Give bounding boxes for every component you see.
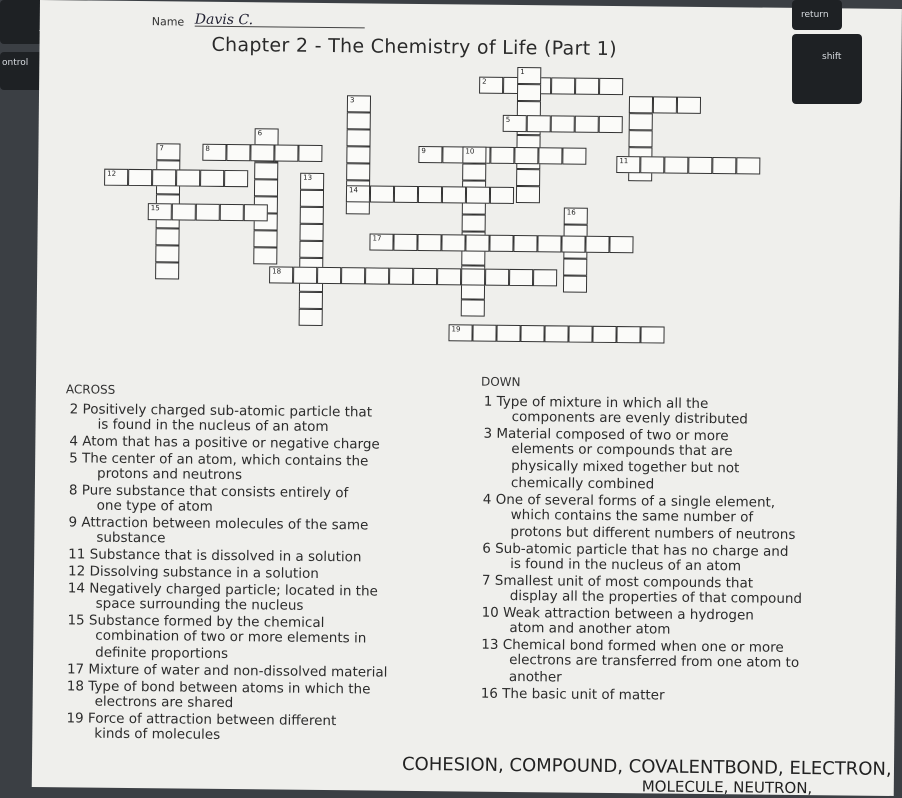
crossword-cell[interactable] <box>346 163 370 180</box>
name-field: Davis C. <box>195 12 365 29</box>
shift-key[interactable] <box>792 34 862 104</box>
clue-number: 2 <box>482 77 487 86</box>
clue-continuation: atom and another atom <box>509 619 671 638</box>
crossword-cell[interactable] <box>274 144 298 161</box>
clue-continuation: definite proportions <box>95 644 229 663</box>
crossword-cell[interactable] <box>200 170 224 187</box>
crossword-cell[interactable] <box>300 207 324 224</box>
crossword-cell[interactable] <box>517 67 541 84</box>
crossword-cell[interactable] <box>564 207 588 224</box>
clue-continuation: combination of two or more elements in <box>95 627 367 647</box>
crossword-cell[interactable] <box>104 169 128 186</box>
crossword-cell[interactable] <box>628 130 652 147</box>
crossword-cell[interactable] <box>629 96 653 113</box>
crossword-cell[interactable] <box>250 144 274 161</box>
clue-item: 5 The center of an atom, which contains the <box>69 450 369 470</box>
crossword-cell[interactable] <box>417 234 441 251</box>
crossword-cell[interactable] <box>527 115 551 132</box>
clue-number: 17 <box>372 234 382 243</box>
crossword-cell[interactable] <box>176 169 200 186</box>
crossword-cell[interactable] <box>365 267 389 284</box>
clue-continuation: substance <box>96 529 166 547</box>
crossword-cell[interactable] <box>253 230 277 247</box>
name-label: Name <box>151 15 185 29</box>
crossword-cell[interactable] <box>533 269 557 286</box>
crossword-cell[interactable] <box>128 169 152 186</box>
crossword-cell[interactable] <box>155 228 179 245</box>
clue-continuation: is found in the nucleus of an atom <box>510 555 742 575</box>
clue-item: 14 Negatively charged particle; located in the <box>67 580 378 600</box>
crossword-cell[interactable] <box>575 78 599 95</box>
clue-item: 3 Material composed of two or more <box>483 425 729 445</box>
crossword-cell[interactable] <box>561 235 585 252</box>
crossword-cell[interactable] <box>220 204 244 221</box>
word-bank-line-1: COHESION, COMPOUND, COVALENTBOND, ELECTRON, <box>401 753 892 780</box>
crossword-cell[interactable] <box>418 146 442 163</box>
crossword-cell[interactable] <box>196 204 220 221</box>
crossword-cell[interactable] <box>389 268 413 285</box>
crossword-cell[interactable] <box>517 84 541 101</box>
clue-continuation: protons and neutrons <box>96 465 243 484</box>
clue-item: 10 Weak attraction between a hydrogen <box>481 604 754 624</box>
crossword-cell[interactable] <box>269 266 293 283</box>
return-key-label: return <box>801 10 829 20</box>
shift-key-label: shift <box>822 52 842 62</box>
crossword-cell[interactable] <box>346 129 370 146</box>
clue-continuation: is found in the nucleus of an atom <box>97 416 329 436</box>
crossword-cell[interactable] <box>346 146 370 163</box>
clue-number: 19 <box>451 325 461 334</box>
crossword-cell[interactable] <box>544 325 568 342</box>
clue-item: 19 Force of attraction between different <box>66 710 337 730</box>
clue-continuation: protons but different numbers of neutrons <box>510 523 796 543</box>
clue-continuation: one type of atom <box>96 497 213 515</box>
clue-number: 13 <box>303 173 313 182</box>
crossword-cell[interactable] <box>346 185 370 202</box>
crossword-cell[interactable] <box>563 258 587 275</box>
clue-number: 3 <box>349 96 355 105</box>
clue-number: 8 <box>205 144 210 153</box>
clue-number: 12 <box>107 169 117 178</box>
crossword-cell[interactable] <box>437 268 461 285</box>
clue-continuation: chemically combined <box>510 474 655 493</box>
crossword-cell[interactable] <box>202 144 226 161</box>
worksheet-title: Chapter 2 - The Chemistry of Life (Part 1) <box>211 33 617 61</box>
crossword-cell[interactable] <box>551 115 575 132</box>
clue-number: 14 <box>348 186 358 195</box>
crossword-cell[interactable] <box>653 96 677 113</box>
crossword-cell[interactable] <box>299 292 323 309</box>
word-bank <box>402 754 892 798</box>
clue-item: 4 One of several forms of a single element, <box>482 491 776 511</box>
crossword-cell[interactable] <box>442 186 466 203</box>
clue-continuation: physically mixed together but not <box>511 457 740 477</box>
crossword-cell[interactable] <box>616 156 640 173</box>
crossword-cell[interactable] <box>300 173 324 190</box>
crossword-cell[interactable] <box>172 203 196 220</box>
crossword-cell[interactable] <box>516 186 540 203</box>
crossword-cell[interactable] <box>664 157 688 174</box>
crossword-cell[interactable] <box>299 224 323 241</box>
crossword-cell[interactable] <box>293 267 317 284</box>
crossword-cell[interactable] <box>466 186 490 203</box>
clue-number: 11 <box>619 157 629 166</box>
crossword-cell[interactable] <box>298 145 322 162</box>
crossword-cell[interactable] <box>575 116 599 133</box>
clue-number: 1 <box>520 68 525 77</box>
crossword-cell[interactable] <box>347 95 371 112</box>
crossword-cell[interactable] <box>418 186 442 203</box>
crossword-cell[interactable] <box>688 157 712 174</box>
clue-continuation: display all the properties of that compound <box>509 587 803 608</box>
crossword-cell[interactable] <box>254 179 278 196</box>
clue-item: 15 Substance formed by the chemical <box>67 612 325 632</box>
crossword-cell[interactable] <box>370 185 394 202</box>
clue-continuation: components are evenly distributed <box>511 408 748 428</box>
crossword-cell[interactable] <box>317 267 341 284</box>
clue-continuation: space surrounding the nucleus <box>95 595 304 614</box>
crossword-cell[interactable] <box>485 269 509 286</box>
crossword-cell[interactable] <box>538 147 562 164</box>
crossword-cell[interactable] <box>254 128 278 145</box>
crossword-cell[interactable] <box>489 235 513 252</box>
crossword-cell[interactable] <box>496 325 520 342</box>
crossword-cell[interactable] <box>347 112 371 129</box>
crossword-cell[interactable] <box>441 234 465 251</box>
clue-item: 13 Chemical bond formed when one or more <box>481 636 784 656</box>
crossword-cell[interactable] <box>479 77 503 94</box>
clue-item: 11 Substance that is dissolved in a solution <box>68 546 362 566</box>
clue-number: 6 <box>257 129 263 138</box>
crossword-cell[interactable] <box>503 115 527 132</box>
clue-continuation: which contains the same number of <box>510 506 754 526</box>
crossword-cell[interactable] <box>369 233 393 250</box>
word-bank-line-2: MOLECULE, NEUTRON, <box>641 777 813 798</box>
clue-item: 17 Mixture of water and non-dissolved material <box>66 661 388 681</box>
crossword-cell[interactable] <box>226 144 250 161</box>
crossword-cell[interactable] <box>490 187 514 204</box>
crossword-cell[interactable] <box>712 157 736 174</box>
crossword-cell[interactable] <box>616 326 640 343</box>
clue-item: 16 The basic unit of matter <box>480 685 665 704</box>
worksheet <box>32 0 902 796</box>
crossword-cell[interactable] <box>394 186 418 203</box>
crossword-cell[interactable] <box>155 262 179 279</box>
crossword-cell[interactable] <box>516 169 540 186</box>
clue-number: 18 <box>272 267 282 276</box>
crossword-cell[interactable] <box>156 143 180 160</box>
clue-item: 6 Sub-atomic particle that has no charge and <box>482 540 789 560</box>
clue-number: 5 <box>505 115 511 124</box>
crossword-cell[interactable] <box>568 326 592 343</box>
crossword-cell[interactable] <box>640 156 664 173</box>
across-heading: ACROSS <box>65 382 116 397</box>
clue-item: 12 Dissolving substance in a solution <box>67 563 319 582</box>
crossword-cell[interactable] <box>513 235 537 252</box>
crossword-cell[interactable] <box>640 326 664 343</box>
crossword-cell[interactable] <box>677 97 701 114</box>
crossword-cell[interactable] <box>520 325 544 342</box>
crossword-cell[interactable] <box>562 147 586 164</box>
crossword-cell[interactable] <box>585 236 609 253</box>
crossword-cell[interactable] <box>413 268 437 285</box>
clue-number: 10 <box>465 147 475 156</box>
crossword-cell[interactable] <box>393 234 417 251</box>
clue-item: 1 Type of mixture in which all the <box>483 393 709 413</box>
control-key-label: ontrol <box>2 58 29 68</box>
crossword-cell[interactable] <box>462 146 486 163</box>
crossword-cell[interactable] <box>609 236 633 253</box>
crossword-cell[interactable] <box>462 163 486 180</box>
crossword-cell[interactable] <box>152 169 176 186</box>
crossword-cell[interactable] <box>253 247 277 264</box>
clue-continuation: kinds of molecules <box>94 725 221 743</box>
crossword-cell[interactable] <box>472 325 496 342</box>
crossword-cell[interactable] <box>514 147 538 164</box>
crossword-cell[interactable] <box>148 203 172 220</box>
down-heading: DOWN <box>480 374 521 390</box>
clue-number: 15 <box>150 204 160 213</box>
return-key[interactable] <box>792 0 842 30</box>
crossword-cell[interactable] <box>448 324 472 341</box>
clue-item: 8 Pure substance that consists entirely of <box>68 482 349 502</box>
crossword-cell[interactable] <box>341 267 365 284</box>
clue-continuation: electrons are transferred from one atom to <box>509 651 800 671</box>
clue-item: 7 Smallest unit of most compounds that <box>481 572 754 592</box>
crossword-cell[interactable] <box>300 190 324 207</box>
crossword-cell[interactable] <box>462 214 486 231</box>
crossword-cell[interactable] <box>563 275 587 292</box>
crossword-cell[interactable] <box>537 235 561 252</box>
clue-item: 9 Attraction between molecules of the same <box>68 514 369 534</box>
clue-continuation: another <box>508 668 562 686</box>
crossword-cell[interactable] <box>465 234 489 251</box>
crossword-cell[interactable] <box>461 268 485 285</box>
crossword-cell[interactable] <box>599 78 623 95</box>
clue-continuation: electrons are shared <box>94 693 234 712</box>
crossword-cell[interactable] <box>736 157 760 174</box>
clue-item: 4 Atom that has a positive or negative charge <box>69 433 380 453</box>
crossword-cell[interactable] <box>299 241 323 258</box>
crossword-cell[interactable] <box>599 116 623 133</box>
crossword-cell[interactable] <box>629 113 653 130</box>
crossword-cell[interactable] <box>461 299 485 316</box>
crossword-cell[interactable] <box>509 269 533 286</box>
crossword-cell[interactable] <box>299 309 323 326</box>
crossword-cell[interactable] <box>244 204 268 221</box>
crossword-cell[interactable] <box>254 162 278 179</box>
crossword-cell[interactable] <box>592 326 616 343</box>
clue-number: 9 <box>421 147 426 156</box>
clue-item: 2 Positively charged sub-atomic particle that <box>69 401 373 421</box>
crossword-cell[interactable] <box>224 170 248 187</box>
crossword-cell[interactable] <box>551 77 575 94</box>
clue-number: 7 <box>159 144 164 153</box>
crossword-cell[interactable] <box>155 245 179 262</box>
clue-continuation: elements or compounds that are <box>511 440 733 460</box>
crossword-cell[interactable] <box>490 147 514 164</box>
clue-number: 16 <box>566 208 576 217</box>
clue-item: 18 Type of bond between atoms in which the <box>66 678 371 698</box>
